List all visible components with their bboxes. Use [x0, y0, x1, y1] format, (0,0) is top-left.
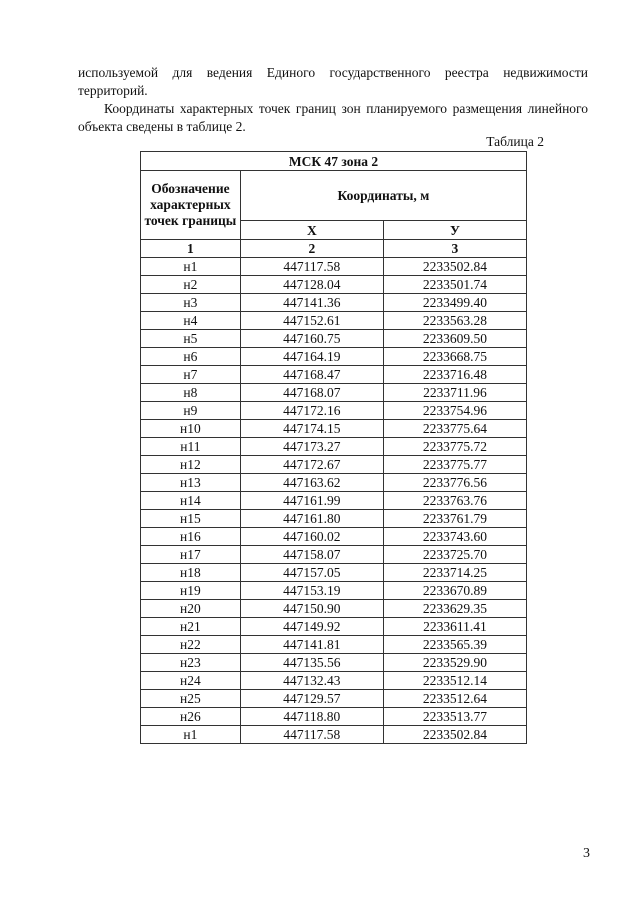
point-id-cell: н12 — [141, 456, 241, 474]
point-id-cell: н7 — [141, 366, 241, 384]
x-coordinate-cell: 447168.07 — [240, 384, 383, 402]
y-coordinate-cell: 2233565.39 — [383, 636, 526, 654]
y-coordinate-cell: 2233775.72 — [383, 438, 526, 456]
point-id-cell: н5 — [141, 330, 241, 348]
x-coordinate-cell: 447117.58 — [240, 258, 383, 276]
table-row — [141, 528, 527, 546]
table-row — [141, 402, 527, 420]
x-coordinate-cell: 447161.99 — [240, 492, 383, 510]
y-coordinate-cell: 2233563.28 — [383, 312, 526, 330]
y-coordinate-cell: 2233711.96 — [383, 384, 526, 402]
column-index-2: 2 — [240, 240, 383, 258]
coordinates-table — [140, 151, 527, 744]
table-row — [141, 546, 527, 564]
table-row — [141, 654, 527, 672]
x-coordinate-cell: 447158.07 — [240, 546, 383, 564]
x-coordinate-cell: 447160.75 — [240, 330, 383, 348]
y-coordinate-cell: 2233743.60 — [383, 528, 526, 546]
table-row — [141, 294, 527, 312]
x-coordinate-cell: 447164.19 — [240, 348, 383, 366]
table-row — [141, 276, 527, 294]
page-number: 3 — [583, 846, 590, 861]
paragraph-coordinates-intro: Координаты характерных точек границ зон планируемого размещения линейного объекта сведены в таблице 2. — [78, 101, 588, 134]
y-coordinate-cell: 2233512.64 — [383, 690, 526, 708]
y-coordinate-cell: 2233499.40 — [383, 294, 526, 312]
y-coordinate-cell: 2233529.90 — [383, 654, 526, 672]
point-id-cell: н24 — [141, 672, 241, 690]
point-id-cell: н2 — [141, 276, 241, 294]
y-coordinate-cell: 2233668.75 — [383, 348, 526, 366]
table-caption: Таблица 2 — [486, 134, 544, 149]
point-id-cell: н3 — [141, 294, 241, 312]
y-coordinate-cell: 2233775.64 — [383, 420, 526, 438]
y-coordinate-cell: 2233609.50 — [383, 330, 526, 348]
table-row — [141, 600, 527, 618]
table-row — [141, 636, 527, 654]
y-coordinate-cell: 2233629.35 — [383, 600, 526, 618]
y-coordinate-cell: 2233716.48 — [383, 366, 526, 384]
table-row — [141, 330, 527, 348]
point-id-cell: н14 — [141, 492, 241, 510]
x-coordinate-cell: 447157.05 — [240, 564, 383, 582]
table-row — [141, 564, 527, 582]
x-coordinate-cell: 447141.36 — [240, 294, 383, 312]
y-coordinate-cell: 2233776.56 — [383, 474, 526, 492]
y-coordinate-cell: 2233763.76 — [383, 492, 526, 510]
zone-header: МСК 47 зона 2 — [141, 152, 527, 171]
paragraph-continuation: используемой для ведения Единого государственного реестра недвижимости территорий. — [78, 65, 588, 98]
x-coordinate-cell: 447141.81 — [240, 636, 383, 654]
point-id-cell: н6 — [141, 348, 241, 366]
x-coordinate-cell: 447149.92 — [240, 618, 383, 636]
x-coordinate-cell: 447150.90 — [240, 600, 383, 618]
point-id-cell: н11 — [141, 438, 241, 456]
y-coordinate-cell: 2233512.14 — [383, 672, 526, 690]
y-coordinate-cell: 2233761.79 — [383, 510, 526, 528]
table-row — [141, 384, 527, 402]
y-coordinate-cell: 2233670.89 — [383, 582, 526, 600]
table-row — [141, 672, 527, 690]
table-row — [141, 492, 527, 510]
point-id-cell: н15 — [141, 510, 241, 528]
table-row — [141, 726, 527, 744]
y-column-header: У — [383, 221, 526, 240]
table-row — [141, 510, 527, 528]
column-index-3: 3 — [383, 240, 526, 258]
table-row — [141, 258, 527, 276]
x-coordinate-cell: 447172.67 — [240, 456, 383, 474]
point-id-cell: н8 — [141, 384, 241, 402]
point-id-cell: н20 — [141, 600, 241, 618]
y-coordinate-cell: 2233714.25 — [383, 564, 526, 582]
point-id-cell: н25 — [141, 690, 241, 708]
y-coordinate-cell: 2233611.41 — [383, 618, 526, 636]
point-id-cell: н23 — [141, 654, 241, 672]
y-coordinate-cell: 2233513.77 — [383, 708, 526, 726]
x-coordinate-cell: 447161.80 — [240, 510, 383, 528]
table-row — [141, 474, 527, 492]
point-id-cell: н17 — [141, 546, 241, 564]
point-id-cell: н1 — [141, 258, 241, 276]
y-coordinate-cell: 2233754.96 — [383, 402, 526, 420]
x-coordinate-cell: 447153.19 — [240, 582, 383, 600]
point-id-cell: н10 — [141, 420, 241, 438]
point-id-cell: н4 — [141, 312, 241, 330]
y-coordinate-cell: 2233775.77 — [383, 456, 526, 474]
point-designation-header: Обозначение характерных точек границы — [141, 171, 241, 240]
x-coordinate-cell: 447160.02 — [240, 528, 383, 546]
coordinates-table-body — [141, 258, 527, 744]
x-coordinate-cell: 447118.80 — [240, 708, 383, 726]
x-coordinate-cell: 447173.27 — [240, 438, 383, 456]
y-coordinate-cell: 2233502.84 — [383, 726, 526, 744]
table-row — [141, 438, 527, 456]
point-id-cell: н9 — [141, 402, 241, 420]
x-coordinate-cell: 447128.04 — [240, 276, 383, 294]
x-coordinate-cell: 447152.61 — [240, 312, 383, 330]
point-id-cell: н16 — [141, 528, 241, 546]
y-coordinate-cell: 2233501.74 — [383, 276, 526, 294]
point-id-cell: н13 — [141, 474, 241, 492]
table-row — [141, 690, 527, 708]
coordinates-header: Координаты, м — [240, 171, 526, 221]
x-coordinate-cell: 447168.47 — [240, 366, 383, 384]
y-coordinate-cell: 2233725.70 — [383, 546, 526, 564]
point-id-cell: н1 — [141, 726, 241, 744]
table-row — [141, 348, 527, 366]
y-coordinate-cell: 2233502.84 — [383, 258, 526, 276]
table-row — [141, 312, 527, 330]
table-row — [141, 456, 527, 474]
point-id-cell: н26 — [141, 708, 241, 726]
table-row — [141, 618, 527, 636]
point-id-cell: н18 — [141, 564, 241, 582]
table-row — [141, 420, 527, 438]
point-id-cell: н21 — [141, 618, 241, 636]
x-coordinate-cell: 447174.15 — [240, 420, 383, 438]
x-coordinate-cell: 447135.56 — [240, 654, 383, 672]
table-row — [141, 366, 527, 384]
x-column-header: Х — [240, 221, 383, 240]
x-coordinate-cell: 447129.57 — [240, 690, 383, 708]
table-row — [141, 582, 527, 600]
x-coordinate-cell: 447163.62 — [240, 474, 383, 492]
x-coordinate-cell: 447117.58 — [240, 726, 383, 744]
point-id-cell: н19 — [141, 582, 241, 600]
table-row — [141, 708, 527, 726]
x-coordinate-cell: 447132.43 — [240, 672, 383, 690]
column-index-1: 1 — [141, 240, 241, 258]
point-id-cell: н22 — [141, 636, 241, 654]
x-coordinate-cell: 447172.16 — [240, 402, 383, 420]
